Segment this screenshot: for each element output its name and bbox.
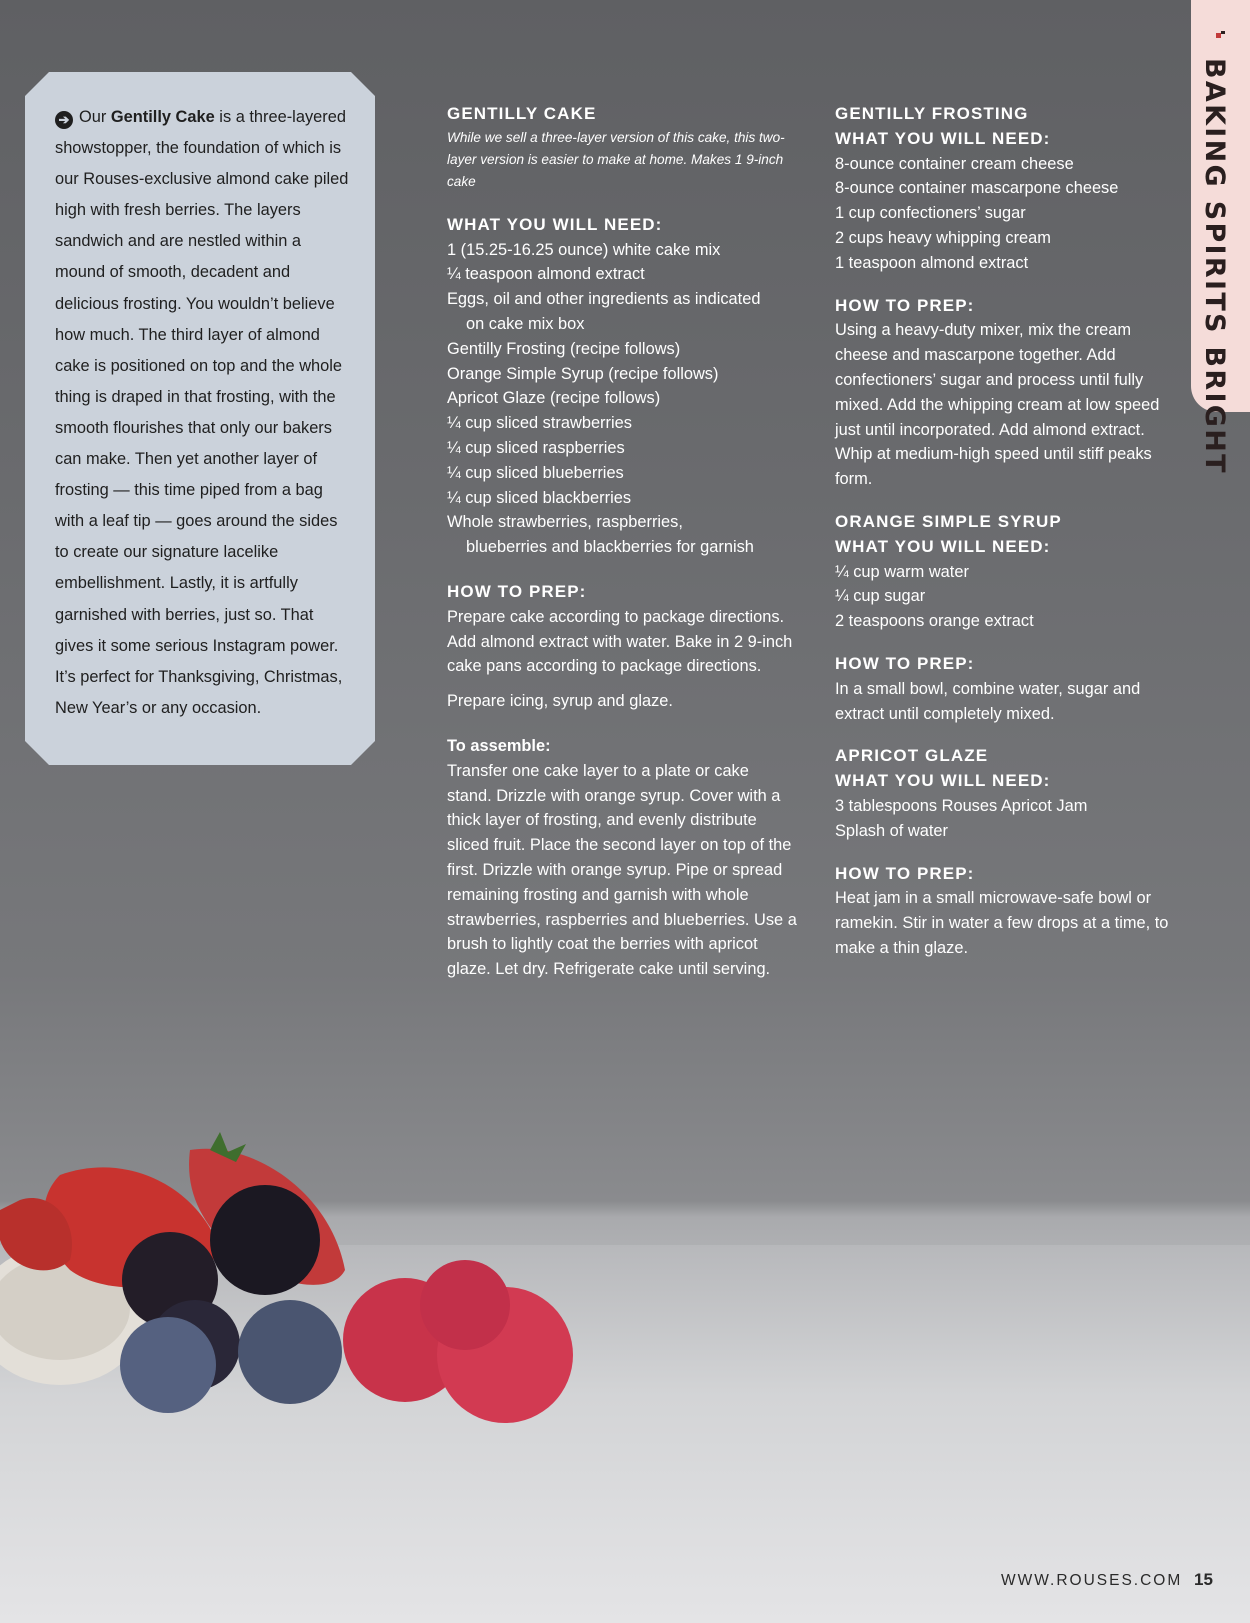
cake-note: While we sell a three-layer version of this cake, this two-layer version is easier to make at home. Makes 1 9-inch cake [447, 129, 785, 189]
berries-photo [0, 1130, 640, 1430]
frosting-prep-text: Using a heavy-duty mixer, mix the cream cheese and mascarpone together. Add confectioners’ sugar and process until fully mixed. Add the whipping cream at low speed just until incorporated. Add almond extract. Whip at medium-high speed until stiff peaks form. [835, 321, 1160, 489]
intro-cake-name: Gentilly Cake [110, 108, 215, 126]
cake-title: GENTILLY CAKE [447, 104, 597, 123]
frosting-ingredient: 1 teaspoon almond extract [835, 253, 1029, 272]
glaze-ingredient: Splash of water [835, 821, 948, 840]
page-number: 15 [1194, 1570, 1213, 1589]
frosting-prep-heading: HOW TO PREP: [835, 295, 975, 315]
cake-ingredient: Orange Simple Syrup (recipe follows) [447, 364, 719, 383]
cake-ingredient: ¼ cup sliced blueberries [447, 463, 624, 482]
glaze-ingredient: 3 tablespoons Rouses Apricot Jam [835, 796, 1088, 815]
footer-url: WWW.ROUSES.COM [1001, 1572, 1183, 1589]
frosting-ingredient: 8-ounce container cream cheese [835, 154, 1074, 173]
cake-ingredient: 1 (15.25-16.25 ounce) white cake mix [447, 240, 721, 259]
cake-prep-text: Prepare cake according to package directions. Add almond extract with water. Bake in 2 9-inch cake pans according to package directions. [447, 607, 793, 676]
cake-ingredient: Whole strawberries, raspberries, [447, 513, 683, 532]
cake-ingredient: ¼ cup sliced blackberries [447, 488, 632, 507]
frosting-title: GENTILLY FROSTING [835, 104, 1029, 123]
glaze-need-heading: WHAT YOU WILL NEED: [835, 771, 1051, 791]
syrup-need-heading: WHAT YOU WILL NEED: [835, 536, 1051, 556]
cake-recipe [447, 102, 797, 982]
cake-ingredient: Eggs, oil and other ingredients as indicated [447, 290, 761, 309]
frosting-ingredient: 1 cup confectioners’ sugar [835, 204, 1026, 223]
syrup-ingredient: ¼ cup warm water [835, 562, 969, 581]
syrup-title: ORANGE SIMPLE SYRUP [835, 511, 1062, 531]
cake-ingredient: blueberries and blackberries for garnish [466, 538, 754, 557]
syrup-prep-text: In a small bowl, combine water, sugar and extract until completely mixed. [835, 679, 1141, 723]
cake-prep-text-2: Prepare icing, syrup and glaze. [447, 692, 673, 711]
cake-ingredient: ¼ cup sliced raspberries [447, 438, 625, 457]
syrup-prep-heading: HOW TO PREP: [835, 653, 975, 673]
frosting-ingredient: 2 cups heavy whipping cream [835, 228, 1051, 247]
intro-lead: Our [79, 108, 111, 126]
cake-ingredient: ¼ cup sliced strawberries [447, 414, 632, 433]
syrup-ingredient: ¼ cup sugar [835, 587, 926, 606]
syrup-ingredient: 2 teaspoons orange extract [835, 612, 1034, 631]
glaze-prep-heading: HOW TO PREP: [835, 863, 975, 883]
assemble-heading: To assemble: [447, 736, 551, 755]
cake-ingredient: ¼ teaspoon almond extract [447, 265, 645, 284]
cake-ingredient: on cake mix box [466, 314, 585, 333]
intro-text [55, 102, 355, 724]
cake-ingredient: Gentilly Frosting (recipe follows) [447, 339, 681, 358]
glaze-prep-text: Heat jam in a small microwave-safe bowl or ramekin. Stir in water a few drops at a time, to make a thin glaze. [835, 889, 1169, 957]
tab-mark-icon [1216, 31, 1225, 38]
section-tab-label: BAKING SPIRITS BRIGHT [1199, 58, 1230, 475]
arrow-right-icon: ➔ [55, 111, 73, 129]
cake-prep-heading: HOW TO PREP: [447, 581, 587, 601]
intro-body: is a three-layered showstopper, the foundation of which is our Rouses-exclusive almond cake piled high with fresh berries. The layers sandwich and are nestled within a mound of smooth, decadent and delicious frosting. You wouldn’t believe how much. The third layer of almond cake is positioned on top and the whole thing is draped in that frosting, with the smooth flourishes that only our bakers can make. Then yet another layer of frosting — this time piped from a bag with a leaf tip — goes around the sides to create our signature lacelike embellishment. Lastly, it is artfully garnished with berries, just so. That gives it some serious Instagram power. It’s perfect for Thanksgiving, Christmas, New Year’s or any occasion. [55, 108, 349, 717]
frosting-need-heading: WHAT YOU WILL NEED: [835, 128, 1051, 148]
frosting-ingredient: 8-ounce container mascarpone cheese [835, 179, 1119, 198]
sub-recipes [835, 102, 1175, 961]
cake-ingredient-list [447, 238, 797, 560]
assemble-text: Transfer one cake layer to a plate or cake stand. Drizzle with orange syrup. Cover with a thick layer of frosting, and evenly distribute sliced fruit. Place the second layer on top of the first. Drizzle with orange syrup. Pipe or spread remaining frosting and garnish with whole strawberries, raspberries and blueberries. Use a brush to lightly coat the berries with apricot glaze. Let dry. Refrigerate cake until serving. [447, 761, 797, 979]
cake-ingredient: Apricot Glaze (recipe follows) [447, 389, 661, 408]
glaze-title: APRICOT GLAZE [835, 746, 989, 766]
cake-need-heading: WHAT YOU WILL NEED: [447, 214, 663, 234]
